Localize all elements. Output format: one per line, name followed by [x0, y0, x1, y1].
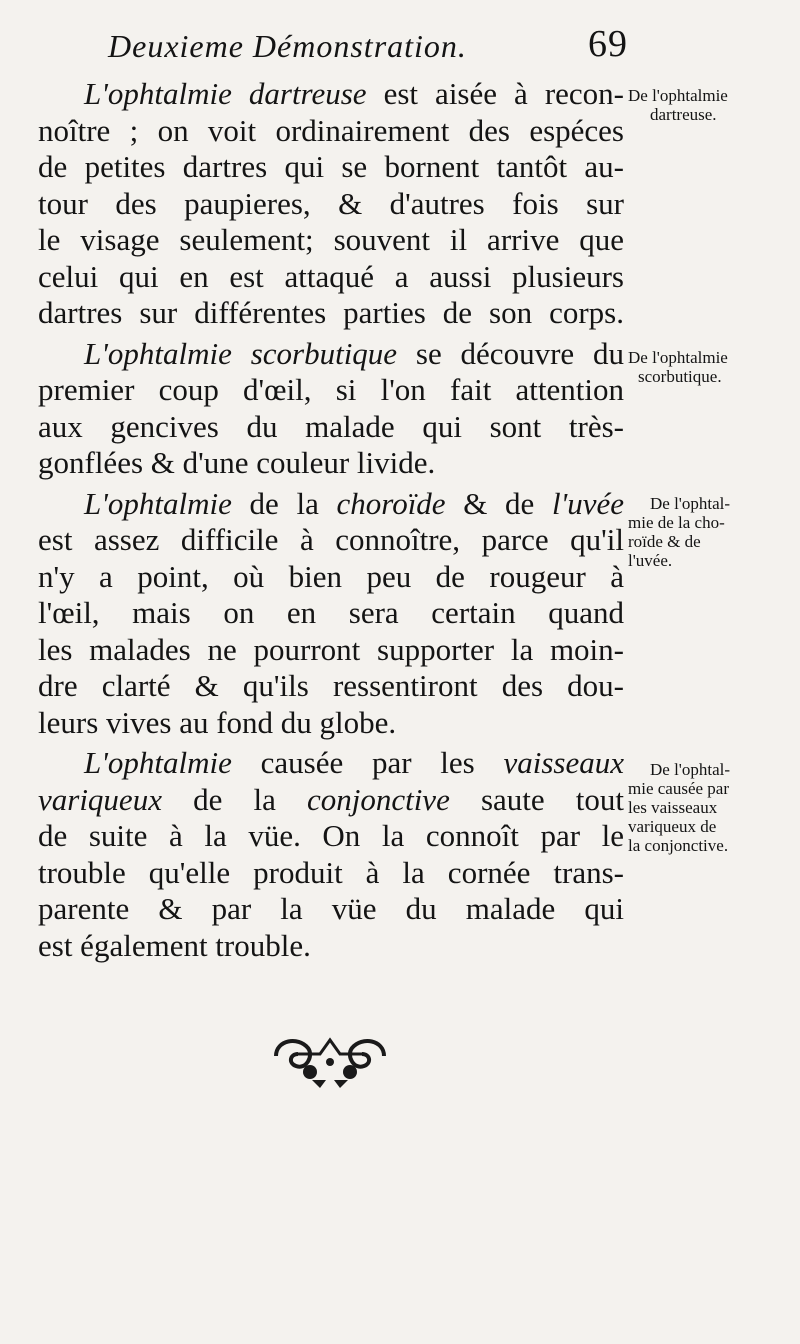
- paragraph-dartreuse: [38, 76, 624, 332]
- paragraph-choroide: [38, 486, 624, 742]
- text-line: leurs vives au fond du globe.: [38, 704, 397, 740]
- text-line: est assez difficile à connoître, parce qu'il: [38, 522, 624, 557]
- margin-note-scorbutique: De l'ophtalmie scorbutique.: [628, 348, 728, 386]
- text-line: L'ophtalmie scorbutique se découvre du: [84, 335, 624, 371]
- text-line: L'ophtalmie dartreuse est aisée à recon-: [84, 76, 624, 111]
- running-title: Deuxieme Démonstration.: [108, 28, 467, 64]
- text-line: le visage seulement; souvent il arrive que: [38, 222, 624, 257]
- text-line: trouble qu'elle produit à la cornée trans-: [38, 854, 624, 890]
- text-line: dre clarté & qu'ils ressentiront des dou-: [38, 668, 624, 703]
- text-line: de petites dartres qui se bornent tantôt au-: [38, 149, 624, 184]
- text-line: variqueux de la conjonctive saute tout: [38, 781, 624, 817]
- text-line: parente & par la vüe du malade qui: [38, 891, 624, 926]
- paragraph-scorbutique: [38, 336, 624, 482]
- running-header: [108, 23, 628, 65]
- text-line: gonflées & d'une couleur livide.: [38, 445, 436, 480]
- text-line: est également trouble.: [38, 927, 311, 963]
- text-line: n'y a point, où bien peu de rougeur à: [38, 558, 624, 594]
- margin-note-choroide: De l'ophtal- mie de la cho- roïde & de l'uvée.: [628, 494, 731, 570]
- page-number: 69: [588, 23, 628, 65]
- main-text: [38, 76, 624, 968]
- text-line: l'œil, mais on en sera certain quand: [38, 595, 624, 630]
- text-line: aux gencives du malade qui sont très-: [38, 408, 624, 444]
- tailpiece-ornament-icon: [268, 1026, 392, 1092]
- margin-note-dartreuse: De l'ophtalmie dartreuse.: [628, 86, 728, 124]
- text-line: L'ophtalmie de la choroïde & de l'uvée: [84, 485, 624, 521]
- text-line: de suite à la vüe. On la connoît par le: [38, 818, 624, 853]
- margin-note-variqueux: De l'ophtal- mie causée par les vaisseaux variqueux de la conjonctive.: [628, 760, 731, 855]
- text-line: celui qui en est attaqué a aussi plusieurs: [38, 258, 624, 294]
- text-line: premier coup d'œil, si l'on fait attention: [38, 372, 624, 407]
- text-line: tour des paupieres, & d'autres fois sur: [38, 185, 624, 221]
- text-line: noître ; on voit ordinairement des espéces: [38, 112, 624, 148]
- text-line: L'ophtalmie causée par les vaisseaux: [84, 745, 624, 780]
- paragraph-variqueux: [38, 745, 624, 964]
- text-line: dartres sur différentes parties de son corps.: [38, 295, 624, 330]
- text-line: les malades ne pourront supporter la moin-: [38, 631, 624, 667]
